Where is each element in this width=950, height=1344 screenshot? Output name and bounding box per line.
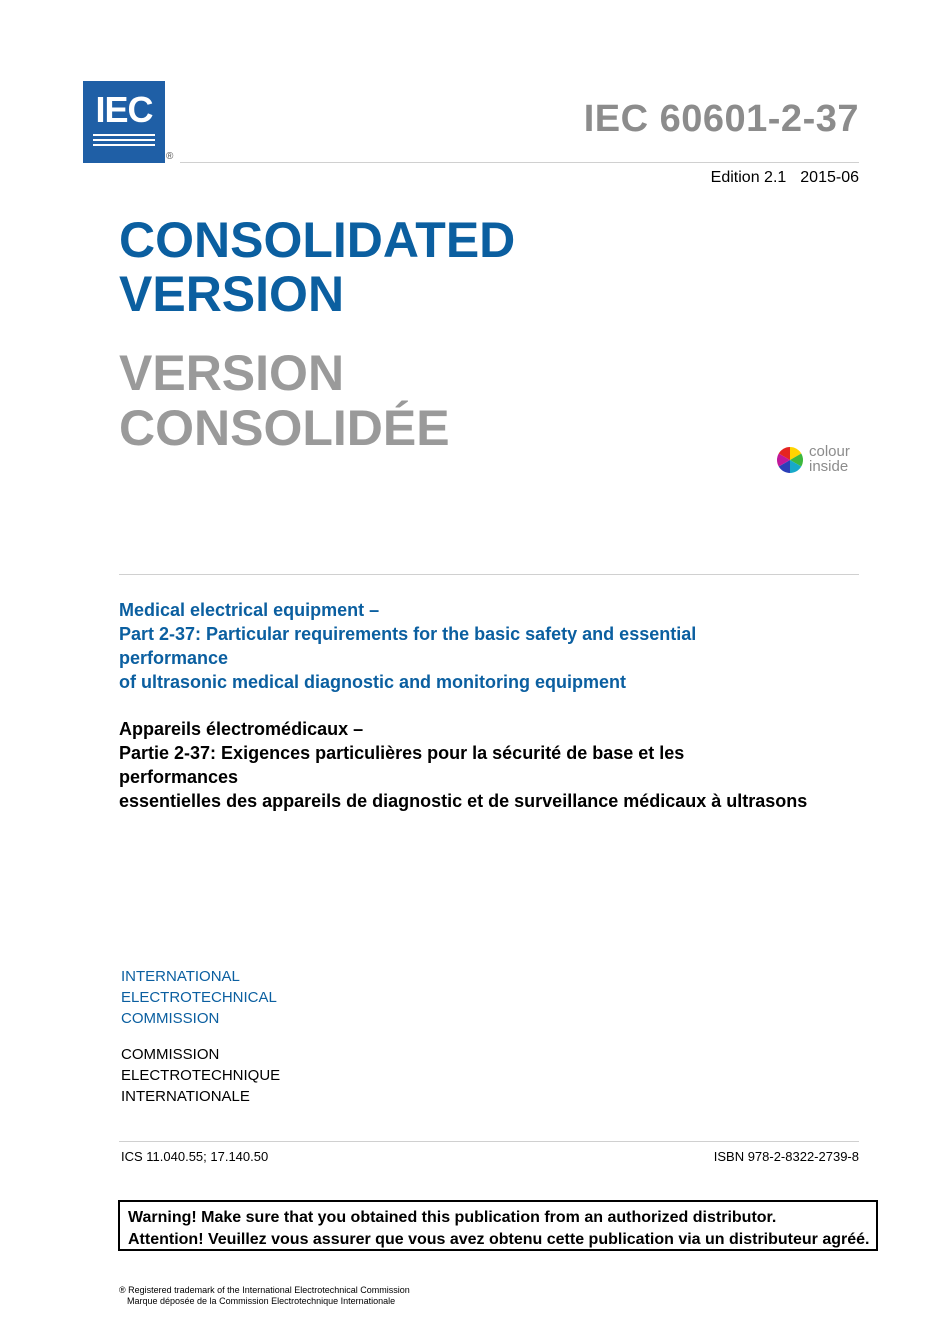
- trademark-footnote: [119, 1285, 410, 1307]
- title-divider: [119, 574, 859, 575]
- logo-stripes: [93, 134, 155, 149]
- warning-french: Attention! Veuillez vous assurer que vous avez obtenu cette publication via un distributeur agréé.: [128, 1231, 870, 1248]
- warning-english: Warning! Make sure that you obtained this publication from an authorized distributor.: [128, 1209, 777, 1226]
- title-french-line-2: CONSOLIDÉE: [119, 400, 450, 456]
- description-english-line: Part 2-37: Particular requirements for the basic safety and essential: [119, 624, 697, 644]
- colour-wheel-icon: [776, 446, 804, 474]
- footnote-line-english: ® Registered trademark of the International Electrotechnical Commission: [119, 1285, 410, 1295]
- organization-french-line: INTERNATIONALE: [121, 1088, 250, 1105]
- organization-english-line: ELECTROTECHNICAL: [121, 989, 277, 1006]
- edition-label: Edition 2.1: [710, 169, 787, 186]
- warning-box: [118, 1200, 878, 1251]
- description-french-line: Partie 2-37: Exigences particulières pour la sécurité de base et les: [119, 743, 685, 763]
- isbn-code: ISBN 978-2-8322-2739-8: [713, 1149, 859, 1164]
- colour-word: colour: [809, 443, 850, 460]
- organization-english-line: INTERNATIONAL: [121, 968, 240, 985]
- organization-french-line: COMMISSION: [121, 1046, 220, 1063]
- organization-french: [121, 1044, 280, 1107]
- description-english-line: performance: [119, 648, 229, 668]
- edition-line: [711, 169, 859, 187]
- description-french-line: essentielles des appareils de diagnostic et de surveillance médicaux à ultrasons: [119, 791, 808, 811]
- title-english-line-1: CONSOLIDATED: [119, 212, 516, 268]
- inside-word: inside: [809, 458, 849, 475]
- colour-inside-text: [809, 444, 850, 474]
- edition-date: 2015-06: [800, 169, 859, 186]
- organization-french-line: ELECTROTECHNIQUE: [121, 1067, 281, 1084]
- colour-inside-badge: [776, 443, 860, 476]
- title-french-line-1: VERSION: [119, 345, 345, 401]
- description-french: [119, 717, 859, 813]
- footnote-line-french: Marque déposée de la Commission Electrotechnique Internationale: [127, 1296, 396, 1306]
- description-french-line: performances: [119, 767, 239, 787]
- description-english-line: of ultrasonic medical diagnostic and monitoring equipment: [119, 672, 627, 692]
- registered-mark: ®: [166, 151, 174, 162]
- header-divider: [180, 162, 859, 163]
- organization-english-line: COMMISSION: [121, 1010, 220, 1027]
- ics-code: ICS 11.040.55; 17.140.50: [121, 1149, 269, 1164]
- classification-divider: [119, 1141, 859, 1142]
- organization-english: [121, 966, 277, 1029]
- iec-logo: [83, 81, 165, 163]
- logo-text: IEC: [95, 89, 153, 130]
- title-english-line-2: VERSION: [119, 266, 345, 322]
- description-english: [119, 598, 859, 694]
- description-french-line: Appareils électromédicaux –: [119, 719, 364, 739]
- description-english-line: Medical electrical equipment –: [119, 600, 380, 620]
- standard-number: IEC 60601-2-37: [583, 98, 859, 140]
